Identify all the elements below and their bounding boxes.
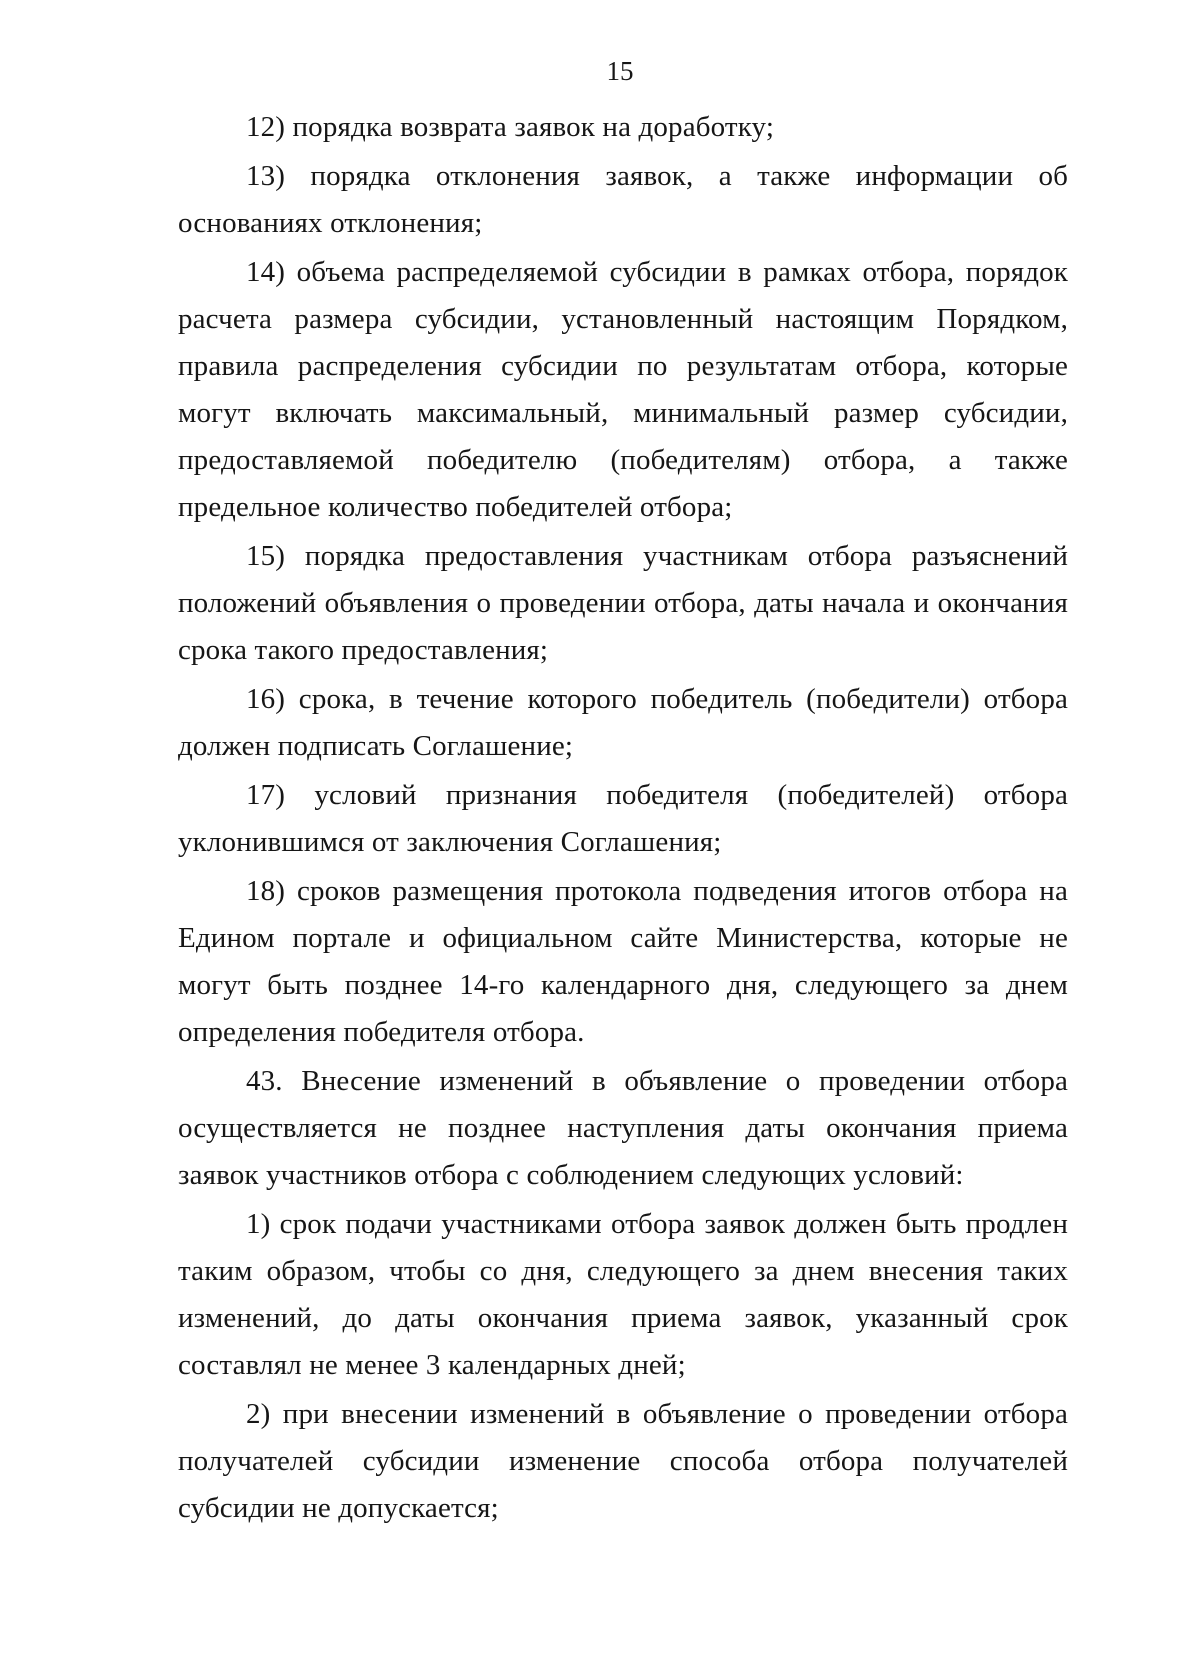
paragraph-item-12: 12) порядка возврата заявок на доработку;: [246, 111, 775, 143]
paragraph-item-14: 14) объема распределяемой субсидии в рамках отбора, порядок расчета размера субсидии, установленный настоящим Порядком, правила распределения субсидии по результатам отбора, которые могут включать максимальный, минимальный размер субсидии, предоставляемой победителю (победителям) отбора, а также предельное количество победителей отбора;: [178, 256, 1068, 523]
page-number: 15: [606, 56, 634, 86]
paragraph-item-15: 15) порядка предоставления участникам отбора разъяснений положений объявления о проведении отбора, даты начала и окончания срока такого предоставления;: [178, 540, 1068, 666]
paragraph-item-17: 17) условий признания победителя (победителей) отбора уклонившимся от заключения Соглашения;: [178, 779, 1068, 858]
paragraph-condition-1: 1) срок подачи участниками отбора заявок должен быть продлен таким образом, чтобы со дня, следующего за днем внесения таких изменений, до даты окончания приема заявок, указанный срок составлял не менее 3 календарных дней;: [178, 1208, 1068, 1381]
paragraph-condition-2: 2) при внесении изменений в объявление о проведении отбора получателей субсидии изменение способа отбора получателей субсидии не допускается;: [178, 1398, 1068, 1524]
paragraph-item-13: 13) порядка отклонения заявок, а также информации об основаниях отклонения;: [178, 160, 1068, 239]
paragraph-item-16: 16) срока, в течение которого победитель (победители) отбора должен подписать Соглашение;: [178, 683, 1068, 762]
paragraph-item-18: 18) сроков размещения протокола подведения итогов отбора на Едином портале и официальном сайте Министерства, которые не могут быть позднее 14-го календарного дня, следующего за днем определения победителя отбора.: [178, 875, 1068, 1048]
document-body: [178, 104, 1068, 1534]
paragraph-section-43: 43. Внесение изменений в объявление о проведении отбора осуществляется не позднее наступления даты окончания приема заявок участников отбора с соблюдением следующих условий:: [178, 1065, 1068, 1191]
